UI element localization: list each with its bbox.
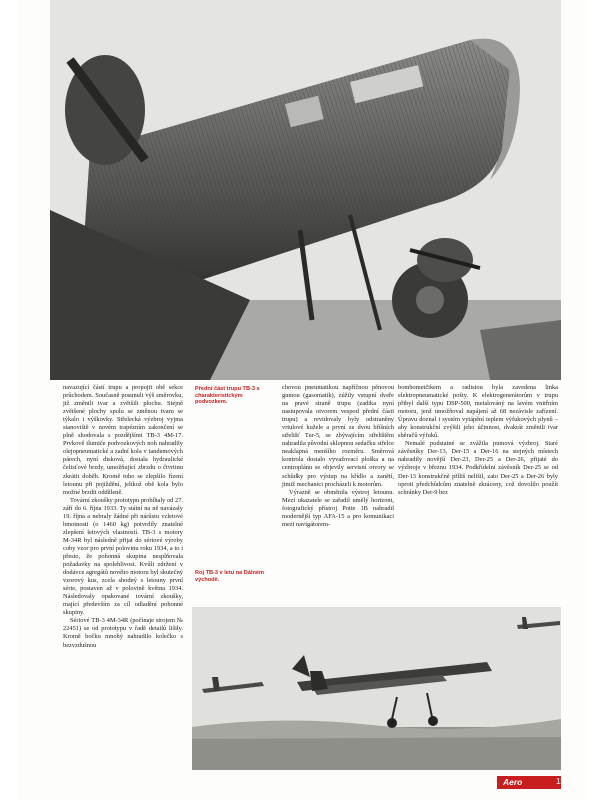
page-number: 11 [556, 777, 565, 786]
paragraph: Nemalé podstatné se zvážila pumová výzbroj. Staré závěsníky Der-13, Der-15 a Der-16 na stejných místech nahradily novější Der-23, Der-25 a Der-26, přijaté do výzbroje v březnu 1934. Podkřídelní závěsník Der-25 se od Der-13 konstrukčně příliš nelišil, zato Der-25 a Der-26 byly oproti předchůdcům znatelně zkráceny, což dovolilo použít schránky Der-9 bez [398, 440, 558, 496]
paragraph: bombometčikem a radistou byla zavedena linka elektropneumatické pošty. K elektrogenerátorům v trupu přibyl další typu DSP-500, metalováný na lavém vnitřním motoru, jenž umožňoval napájení až 68 nezávisle zařízení. Úpravu doznal i systém vytápění teplem výfukových plynů – aby konstrukční zvýšili jeho účinnost, dvakrát změnili tvar sběračů výfuků. [398, 384, 558, 440]
text-column-left [63, 384, 183, 650]
top-photo-caption: Přední část trupu TB-3 s charakteristickým podvozkem. [195, 386, 260, 406]
paragraph: Sériové TB-3 4M-34R (počínaje strojem № 22451) se od prototypu v řadě detailů lišily. Kromě bočku mnohý nahradilo kolečko s bezvzdušnou [63, 617, 183, 649]
text-column-middle [282, 384, 394, 529]
paragraph: Výrazně se obměnila výstroj letounu. Mezi ukazatele se zařadil umělý horizont, fotografický přístroj Potte 1B nahradil modernější typ AFA-15 a pro komunikaci mezi navigátorem- [282, 488, 394, 528]
top-photo-tb3-fuselage [50, 0, 561, 380]
paragraph: navazující částí trupu a propojit obě sekce průchodem. Současně posunuli výš směrovku, již změnili tvar a zvětšili plochu. Stejně zvětšené plochy spolu se změnou tvaru se týkalo i výškovky. Střelecká výzbroj vyjma stanoviště v novém trapézním zakončení se plně shodovala s pozdějšími TB-3 4M-17. Prvkově tlumiče podvozkových noh nahradily olejopneumatické a zadní kola v tandemových párech, nyní disková, dostala hydraulické čelisťové brzdy, umožňující zbrzdu o čtvrtinu zkrátit doběh. Kromě toho se zlepšilo řízení letounu při pojíždění, jelikož obě kola bylo možné brzdit odděleně. [63, 384, 183, 496]
aero-logo: Aero [503, 777, 523, 787]
paragraph: chovou pneumatikou napříčnou pěnovou gumou (gasomatik), zúžily vstupní dveře na pravé straně trupu (zadika nyní nastupovala otvorem vespod přední části trupu) a revidovaly byly odstraněny vrtulové kužele a první ze dvou bříšních střelišť Tur-5, se zbývajícím střelištěm nahradila původní sklopnou sedačku střelce neaklapná menšího rozměru. Směrová kontrola dostalo vyvažovací ploška a na centroplánu se objevily servisní otvory se schůdky pro výstup na křídlo a zanětí, jimiž mechanici procházeli k motorům. [282, 384, 394, 488]
text-column-right [398, 384, 558, 497]
bottom-photo-tb3-formation [192, 607, 561, 770]
bottom-photo-caption: Roj TB-3 v letu na Dálném východě. [195, 570, 265, 583]
paragraph: Tovární zkoušky prototypu probíhaly od 27. září do 6. října 1933. Ty státní na ně navázaly 19. října a nebraly žádné při nárůstu vzletové hmotnosti (o 1460 kg) potvrdily znatelné zlepšení letových vlastností. TB-3 s motory M-34R byl následně přijat do sériové výroby coby vzor pro první polovinu roku 1934, a to i přesto, že pohonná skupina nesplňovala požadavky na spolehlivost. Kvůli zdržení v dodávce agregátů nového motoru byl skutečný vzorový kus, zcela shodný s letouny první série, postaven až v polovině května 1934. Následovaly opakované tovární zkoušky, mající především za cíl odladění pohonné skupiny. [63, 496, 183, 617]
